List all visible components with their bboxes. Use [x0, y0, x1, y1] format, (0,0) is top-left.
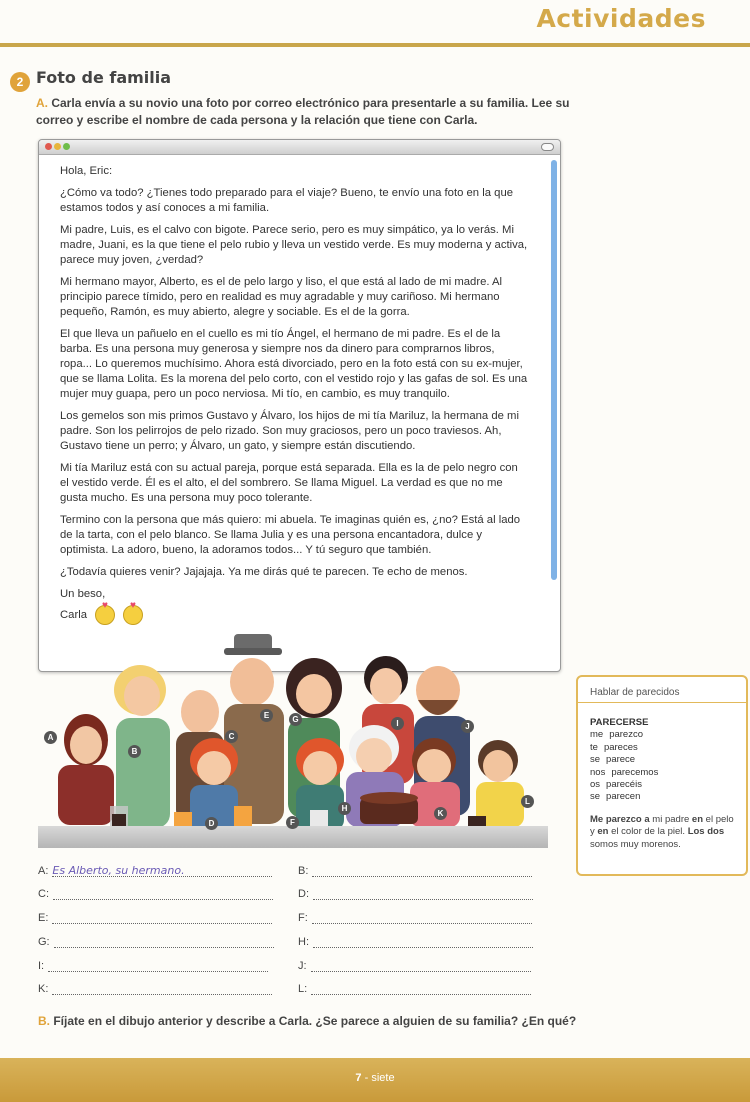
family-illustration — [38, 630, 558, 840]
section-title: Actividades — [536, 4, 706, 33]
verb-form: parecéis — [606, 779, 642, 791]
email-paragraph: Mi padre, Luis, es el calvo con bigote. Parece serio, pero es muy simpático, ya lo verás. Mi madre, Juani, es la que tiene el pelo rubio y lleva un vestido verde. Es muy moderna y activa, parece muy joven, ¿verdad? — [60, 224, 528, 266]
heart-icon: ♥ — [130, 600, 136, 611]
answer-field-c[interactable] — [53, 887, 273, 900]
example-bold: Los dos — [687, 826, 725, 838]
counter-table — [38, 826, 548, 848]
figure-label-l: L — [521, 795, 534, 808]
header-rule — [0, 43, 750, 47]
email-closing: Un beso, — [60, 588, 106, 600]
sidebox-example — [590, 814, 740, 851]
email-window — [38, 139, 561, 672]
answer-label: I: — [38, 960, 45, 972]
pronoun: os — [590, 779, 601, 791]
email-paragraph: Los gemelos son mis primos Gustavo y Álvaro, los hijos de mi tía Mariluz, la hermana de mi padre. Son los pelirrojos de pelo rizado. Son muy graciosos, pero un poco traviesos. Ah, Gustavo tiene un perro; y Álvaro, un gato, y siempre están discutiendo. — [60, 410, 519, 452]
figure-label-j: J — [461, 720, 474, 733]
pronoun: te — [590, 741, 598, 753]
conjugation-row — [590, 729, 658, 741]
part-a-letter: A. — [36, 96, 48, 110]
answer-row-k — [38, 982, 272, 995]
figure-label-d: D — [205, 817, 218, 830]
instruction-b-text: Fíjate en el dibujo anterior y describe a Carla. ¿Se parece a alguien de su familia? ¿En qué? — [53, 1014, 577, 1028]
conjugation-row — [590, 779, 658, 791]
verb-form: parecemos — [611, 766, 659, 778]
conjugation-table — [590, 717, 658, 804]
smiley-icon — [123, 600, 143, 625]
answer-field-l[interactable] — [311, 982, 531, 995]
email-paragraph: Mi hermano mayor, Alberto, es el de pelo largo y liso, el que está al lado de mi madre. Al principio parece tímido, pero en realidad es muy agradable y muy cariñoso. Mi hermano pequeño, Ramón, es muy abierto, alegre y sociable. Es el de la gorra. — [60, 276, 503, 318]
exercise-title: Foto de familia — [36, 68, 172, 87]
email-body — [60, 164, 528, 625]
part-b-letter: B. — [38, 1014, 50, 1028]
answer-row-b — [298, 864, 532, 877]
exercise-number-badge: 2 — [10, 72, 30, 92]
sidebox-title: Hablar de parecidos — [590, 687, 680, 698]
answer-label: B: — [298, 865, 309, 877]
figure-label-g: G — [289, 713, 302, 726]
close-dot-icon[interactable] — [45, 143, 52, 150]
example-text: mi padre — [649, 814, 692, 825]
example-text: somos muy morenos. — [590, 838, 681, 850]
email-scrollbar[interactable] — [551, 160, 557, 580]
answer-field-f[interactable] — [312, 911, 532, 924]
email-paragraph: El que lleva un pañuelo en el cuello es mi tío Ángel, el hermano de mi padre. Es el de la barba. Es una persona muy generosa y siempre nos da dinero para comprarnos libros, ropa... Lo queremos muchísimo. Ahora está divorciado, pero en la foto está con su ex-mujer, que se llama Lolita. Es la morena del pelo corto, con el vestido rojo y las gafas de sol. Es una mujer muy guapa, pero un poco nerviosa. Mi tío, en cambio, es muy tranquilo. — [60, 328, 528, 400]
verb-form: parecen — [606, 791, 641, 803]
instruction-a-text: Carla envía a su novio una foto por correo electrónico para presentarle a su familia. Lee su correo y escribe el nombre de cada persona y la relación que tiene con Carla. — [36, 96, 570, 127]
answer-row-g — [38, 935, 274, 948]
answer-field-d[interactable] — [313, 887, 533, 900]
example-text: el color de la piel. — [608, 826, 688, 838]
answer-label: G: — [38, 936, 50, 948]
email-paragraph: Mi tía Mariluz está con su actual pareja, porque está separada. Ella es la de pelo negro con el vestido verde. Él es el alto, el del sombrero. Se llama Miguel. La verdad es que no me gusta mucho. Es una persona muy poco tolerante. — [60, 462, 518, 504]
page-number: 7 - siete — [355, 1072, 395, 1084]
email-titlebar — [39, 140, 560, 155]
answer-row-e — [38, 911, 272, 924]
figure-label-b: B — [128, 745, 141, 758]
answer-field-j[interactable] — [311, 959, 531, 972]
answer-row-c — [38, 887, 273, 900]
figure-label-f: F — [286, 816, 299, 829]
sidebox-divider — [578, 702, 746, 703]
answer-label: L: — [298, 983, 308, 995]
zoom-dot-icon[interactable] — [63, 143, 70, 150]
answer-label: J: — [298, 960, 307, 972]
email-paragraph: ¿Todavía quieres venir? Jajajaja. Ya me dirás qué te parecen. Te echo de menos. — [60, 566, 468, 578]
email-signature-row — [60, 600, 528, 625]
heart-icon: ♥ — [102, 600, 108, 611]
conjugation-row — [590, 767, 658, 779]
example-bold: en — [597, 826, 609, 838]
pronoun: nos — [590, 766, 606, 778]
email-paragraph: Termino con la persona que más quiero: mi abuela. Te imaginas quién es, ¿no? Está al lado de la tarta, con el pelo blanco. Se llama Julia y es una persona encantadora, dulce y optimista. La adoro, bueno, la adoramos todos... Y tú seguro que también. — [60, 514, 521, 556]
pronoun: se — [590, 754, 601, 766]
verb-form: parece — [606, 754, 636, 766]
conjugation-row — [590, 754, 658, 766]
email-signature: Carla — [60, 608, 87, 621]
answer-field-g[interactable] — [54, 935, 274, 948]
answer-row-l — [298, 982, 531, 995]
instruction-a — [36, 95, 596, 129]
figure-label-e: E — [260, 709, 273, 722]
example-bold: en — [691, 814, 704, 825]
family-figures — [58, 634, 524, 838]
answer-label: K: — [38, 983, 49, 995]
answer-row-f — [298, 911, 532, 924]
figure-label-k: K — [434, 807, 447, 820]
example-text: el pelo y — [590, 814, 734, 838]
conjugation-row — [590, 742, 658, 754]
verb-form: parezco — [609, 729, 644, 741]
answer-label: C: — [38, 888, 49, 900]
answer-field-a[interactable]: Es Alberto, su hermano. — [52, 864, 272, 877]
figure-label-c: C — [225, 730, 238, 743]
example-bold: Me parezco a — [590, 814, 650, 825]
page-number-word: siete — [371, 1072, 395, 1084]
figure-label-a: A — [44, 731, 57, 744]
conjugation-row — [590, 791, 658, 803]
answer-row-d — [298, 887, 533, 900]
answer-row-a — [38, 864, 272, 877]
verb-heading: PARECERSE — [590, 717, 649, 728]
answer-row-h — [298, 935, 533, 948]
smiley-icon — [95, 600, 115, 625]
email-greeting: Hola, Eric: — [60, 165, 113, 177]
instruction-b — [38, 1014, 576, 1028]
figure-label-h: H — [338, 802, 351, 815]
answer-row-i — [38, 959, 268, 972]
answer-row-j — [298, 959, 531, 972]
answer-field-e[interactable] — [52, 911, 272, 924]
pronoun: se — [590, 791, 601, 803]
page-number-digit: 7 — [355, 1072, 362, 1084]
toolbar-toggle-icon[interactable] — [541, 143, 554, 151]
email-paragraph: ¿Cómo va todo? ¿Tienes todo preparado para el viaje? Bueno, te envío una foto en la que estamos todos y así conoces a mi familia. — [60, 187, 514, 214]
answer-field-h[interactable] — [313, 935, 533, 948]
verb-form: pareces — [603, 741, 638, 753]
answer-label: H: — [298, 936, 309, 948]
answer-label: E: — [38, 912, 49, 924]
figure-label-i: I — [391, 717, 404, 730]
minimize-dot-icon[interactable] — [54, 143, 61, 150]
answer-label: A: — [38, 865, 49, 877]
answer-label: D: — [298, 888, 309, 900]
answer-field-b[interactable] — [312, 864, 532, 877]
answer-field-k[interactable] — [52, 982, 272, 995]
pronoun: me — [590, 729, 604, 741]
answer-label: F: — [298, 912, 308, 924]
answer-field-i[interactable] — [48, 959, 268, 972]
grammar-sidebox — [576, 675, 748, 876]
